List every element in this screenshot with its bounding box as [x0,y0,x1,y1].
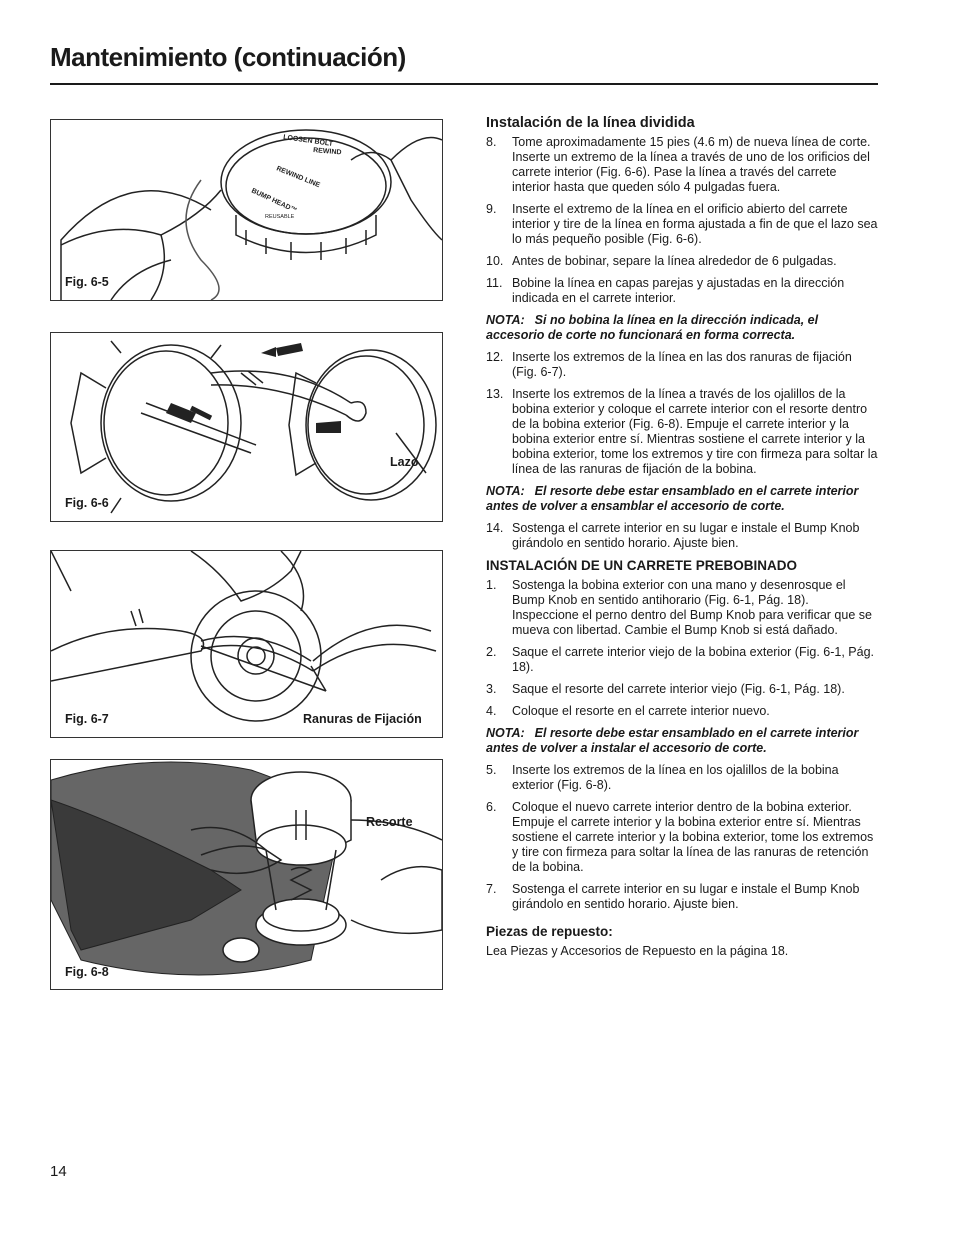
figure-6-8 [50,759,443,990]
figure-6-7 [50,550,443,738]
callout-ranuras-de-fijacion: Ranuras de Fijación [303,712,422,726]
figure-6-8-illustration [51,760,442,989]
instructions-column [486,116,878,959]
note: NOTA: Si no bobina la línea en la dirección indicada, el accesorio de corte no funcionará en forma correcta. [486,313,819,342]
figure-6-6 [50,332,443,522]
figure-6-5-illustration [51,120,442,300]
list-item: 3. Saque el resorte del carrete interior viejo (Fig. 6-1, Pág. 18). [486,682,845,696]
list-item: 9. Inserte el extremo de la línea en el orificio abierto del carrete interior y tire de la línea en forma ajustada a fin de que el lazo sea lo más pequeño posible (Fig. 6-6). [486,202,878,246]
figure-label: Fig. 6-8 [65,965,109,979]
list-item: 4. Coloque el resorte en el carrete interior nuevo. [486,704,770,718]
list-item: 14. Sostenga el carrete interior en su lugar e instale el Bump Knob girándolo en sentido horario. Ajuste bien. [486,521,860,550]
list-item: 1. Sostenga la bobina exterior con una mano y desenrosque el Bump Knob en sentido antihorario (Fig. 6-1, Pág. 18). Inspeccione el perno dentro del Bump Knob para verificar que se mueva con libertad. Cambie el Bump Knob si está dañado. [486,578,872,637]
list-item: 8. Tome aproximadamente 15 pies (4.6 m) de nueva línea de corte. Inserte un extremo de la línea a través de uno de los orificios del carrete interior (Fig. 6-6). Pase la línea a través del carrete interior hasta que queden sólo 4 pulgadas fuera. [486,135,871,194]
figure-6-5 [50,119,443,301]
callout-resorte: Resorte [366,815,413,829]
figure-label: Fig. 6-6 [65,496,109,510]
section-heading-linea-dividida: Instalación de la línea dividida [486,115,695,131]
list-item: 11. Bobine la línea en capas parejas y ajustadas en la dirección indicada en el carrete interior. [486,276,845,305]
art-text-rewind-line: REWIND LINE [275,165,321,190]
art-text-bump-head: BUMP HEAD™ [250,187,298,215]
note: NOTA: El resorte debe estar ensamblado en el carrete interior antes de volver a instalar el accesorio de corte. [486,726,859,755]
page-title: Mantenimiento (continuación) [50,42,406,72]
title-divider [50,83,878,85]
list-item: 10. Antes de bobinar, separe la línea alrededor de 6 pulgadas. [486,254,837,268]
list-item: 7. Sostenga el carrete interior en su lugar e instale el Bump Knob girándolo en sentido horario. Ajuste bien. [486,882,860,911]
list-item: 2. Saque el carrete interior viejo de la bobina exterior (Fig. 6-1, Pág. 18). [486,645,874,674]
replacement-parts-text: Lea Piezas y Accesorios de Repuesto en la página 18. [486,944,789,958]
callout-lazo: Lazo [390,455,419,469]
list-item: 5. Inserte los extremos de la línea en los ojalillos de la bobina exterior (Fig. 6-8). [486,763,839,792]
page-number: 14 [50,1163,67,1180]
figure-6-6-illustration [51,333,442,521]
figure-6-7-illustration [51,551,442,737]
art-text-rewind: REWIND [312,147,342,157]
section-heading-piezas-de-repuesto: Piezas de repuesto: [486,924,613,939]
figure-label: Fig. 6-5 [65,275,109,289]
art-text-loosen-bolt: LOOSEN BOLT [282,134,334,148]
note: NOTA: El resorte debe estar ensamblado en el carrete interior antes de volver a ensamblar el accesorio de corte. [486,484,859,513]
list-item: 13. Inserte los extremos de la línea a través de los ojalillos de la bobina exterior y coloque el carrete interior con el resorte dentro de la bobina exterior (Fig. 6-8). Empuje el carrete interior y la bobina exterior entre sí. Mientras sostiene el carrete interior y la bobina exterior, tome los extremos y tire con firmeza para soltar la línea de las ranuras de fijación de la bobina. [486,387,878,476]
section-heading-carrete-prebobinado: INSTALACIÓN DE UN CARRETE PREBOBINADO [486,558,798,573]
list-item: 6. Coloque el nuevo carrete interior dentro de la bobina exterior. Empuje el carrete interior y la bobina exterior entre sí. Mientras sostiene el carrete interior y la bobina exterior, tome los extremos y tire con firmeza para soltar la línea de las ranuras de retención de la bobina. [486,800,874,874]
art-text-reusable: REUSABLE [265,214,295,220]
list-item: 12. Inserte los extremos de la línea en las dos ranuras de fijación (Fig. 6-7). [486,350,852,379]
figure-label: Fig. 6-7 [65,712,109,726]
